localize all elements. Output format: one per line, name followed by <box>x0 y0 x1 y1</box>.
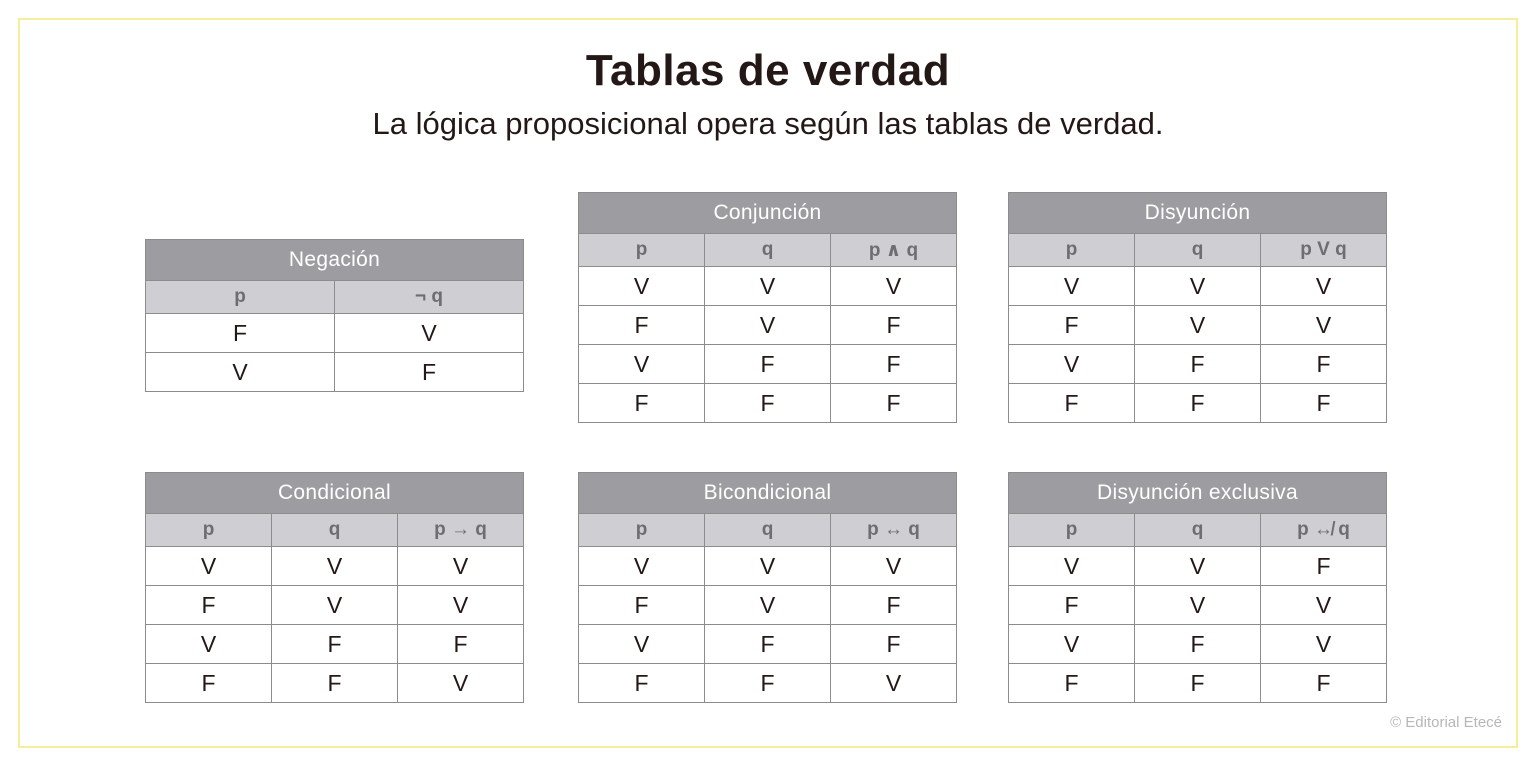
table-cell: V <box>1135 267 1261 306</box>
table-cell: V <box>705 267 831 306</box>
table-row <box>579 384 957 423</box>
table-caption: Conjunción <box>579 193 957 234</box>
table-caption: Disyunción <box>1009 193 1387 234</box>
table-cell: V <box>579 267 705 306</box>
table-row <box>579 547 957 586</box>
table-caption: Negación <box>146 240 524 281</box>
table-row <box>579 267 957 306</box>
table-cell: V <box>335 314 524 353</box>
table-row <box>1009 345 1387 384</box>
table-cell: V <box>1261 625 1387 664</box>
column-header: q <box>1135 234 1261 267</box>
table-row <box>146 586 524 625</box>
table-cell: F <box>579 384 705 423</box>
table-row <box>1009 384 1387 423</box>
column-header: q <box>272 514 398 547</box>
table-cell: V <box>398 664 524 703</box>
column-header: p ↔ q <box>831 514 957 547</box>
table-row <box>146 314 524 353</box>
table-caption: Condicional <box>146 473 524 514</box>
table-cell: F <box>1135 664 1261 703</box>
table-cell: V <box>705 547 831 586</box>
table-cell: F <box>1009 384 1135 423</box>
column-header: p ∧ q <box>831 234 957 267</box>
table-cell: F <box>398 625 524 664</box>
table-cell: F <box>705 625 831 664</box>
truth-table-bicondicional <box>578 472 957 703</box>
table-cell: V <box>146 547 272 586</box>
table-cell: V <box>705 586 831 625</box>
table-cell: F <box>831 345 957 384</box>
table-row <box>1009 267 1387 306</box>
table-cell: F <box>1009 586 1135 625</box>
table-cell: F <box>146 664 272 703</box>
column-header: p <box>146 281 335 314</box>
table-cell: V <box>398 547 524 586</box>
column-header: p <box>146 514 272 547</box>
truth-table-negacion <box>145 239 524 392</box>
table-cell: V <box>579 345 705 384</box>
table-row <box>1009 306 1387 345</box>
table-cell: F <box>831 384 957 423</box>
table-row <box>579 625 957 664</box>
table-cell: F <box>831 306 957 345</box>
table-cell: V <box>1261 586 1387 625</box>
table-cell: F <box>1261 547 1387 586</box>
table-cell: F <box>705 664 831 703</box>
table-cell: V <box>579 547 705 586</box>
table-row <box>579 664 957 703</box>
table-cell: F <box>272 625 398 664</box>
table-row <box>1009 664 1387 703</box>
table-cell: V <box>1135 306 1261 345</box>
table-cell: V <box>1135 586 1261 625</box>
table-cell: F <box>272 664 398 703</box>
table-cell: F <box>705 384 831 423</box>
truth-table-condicional <box>145 472 524 703</box>
table-row <box>579 306 957 345</box>
table-cell: F <box>146 586 272 625</box>
truth-table-disyuncion-exclusiva <box>1008 472 1387 703</box>
table-cell: V <box>831 267 957 306</box>
table-cell: F <box>1009 306 1135 345</box>
table-row <box>1009 547 1387 586</box>
table-cell: F <box>579 586 705 625</box>
table-row <box>146 625 524 664</box>
table-row <box>1009 625 1387 664</box>
table-row <box>1009 586 1387 625</box>
table-cell: F <box>831 586 957 625</box>
table-cell: V <box>831 664 957 703</box>
table-cell: V <box>1009 267 1135 306</box>
column-header: p <box>579 234 705 267</box>
table-cell: V <box>398 586 524 625</box>
table-caption: Disyunción exclusiva <box>1009 473 1387 514</box>
table-row <box>579 345 957 384</box>
column-header: p V q <box>1261 234 1387 267</box>
column-header: ¬ q <box>335 281 524 314</box>
copyright-credit: © Editorial Etecé <box>1390 714 1502 731</box>
table-cell: V <box>272 547 398 586</box>
table-cell: V <box>146 625 272 664</box>
table-cell: F <box>1009 664 1135 703</box>
page-title: Tablas de verdad <box>585 46 951 95</box>
table-cell: V <box>579 625 705 664</box>
column-header: p <box>1009 234 1135 267</box>
table-cell: F <box>335 353 524 392</box>
truth-table-disyuncion <box>1008 192 1387 423</box>
page-subtitle: La lógica proposicional opera según las tablas de verdad. <box>372 106 1164 141</box>
table-row <box>146 353 524 392</box>
column-header: q <box>705 514 831 547</box>
table-cell: V <box>1261 306 1387 345</box>
table-row <box>579 586 957 625</box>
table-caption: Bicondicional <box>579 473 957 514</box>
table-cell: F <box>1135 625 1261 664</box>
column-header: q <box>1135 514 1261 547</box>
table-cell: V <box>146 353 335 392</box>
table-cell: F <box>146 314 335 353</box>
column-header: p ↮ q <box>1261 514 1387 547</box>
truth-table-conjuncion <box>578 192 957 423</box>
table-cell: F <box>705 345 831 384</box>
table-cell: F <box>1261 664 1387 703</box>
table-cell: F <box>1261 384 1387 423</box>
table-cell: F <box>1135 345 1261 384</box>
table-cell: V <box>1009 625 1135 664</box>
table-cell: V <box>1135 547 1261 586</box>
column-header: p <box>579 514 705 547</box>
table-cell: V <box>1261 267 1387 306</box>
table-cell: F <box>1135 384 1261 423</box>
table-cell: V <box>1009 547 1135 586</box>
table-row <box>146 664 524 703</box>
table-row <box>146 547 524 586</box>
table-cell: V <box>272 586 398 625</box>
table-cell: F <box>579 664 705 703</box>
table-cell: F <box>831 625 957 664</box>
table-cell: V <box>831 547 957 586</box>
column-header: p <box>1009 514 1135 547</box>
table-cell: V <box>705 306 831 345</box>
column-header: p → q <box>398 514 524 547</box>
table-cell: F <box>1261 345 1387 384</box>
column-header: q <box>705 234 831 267</box>
table-cell: F <box>579 306 705 345</box>
table-cell: V <box>1009 345 1135 384</box>
